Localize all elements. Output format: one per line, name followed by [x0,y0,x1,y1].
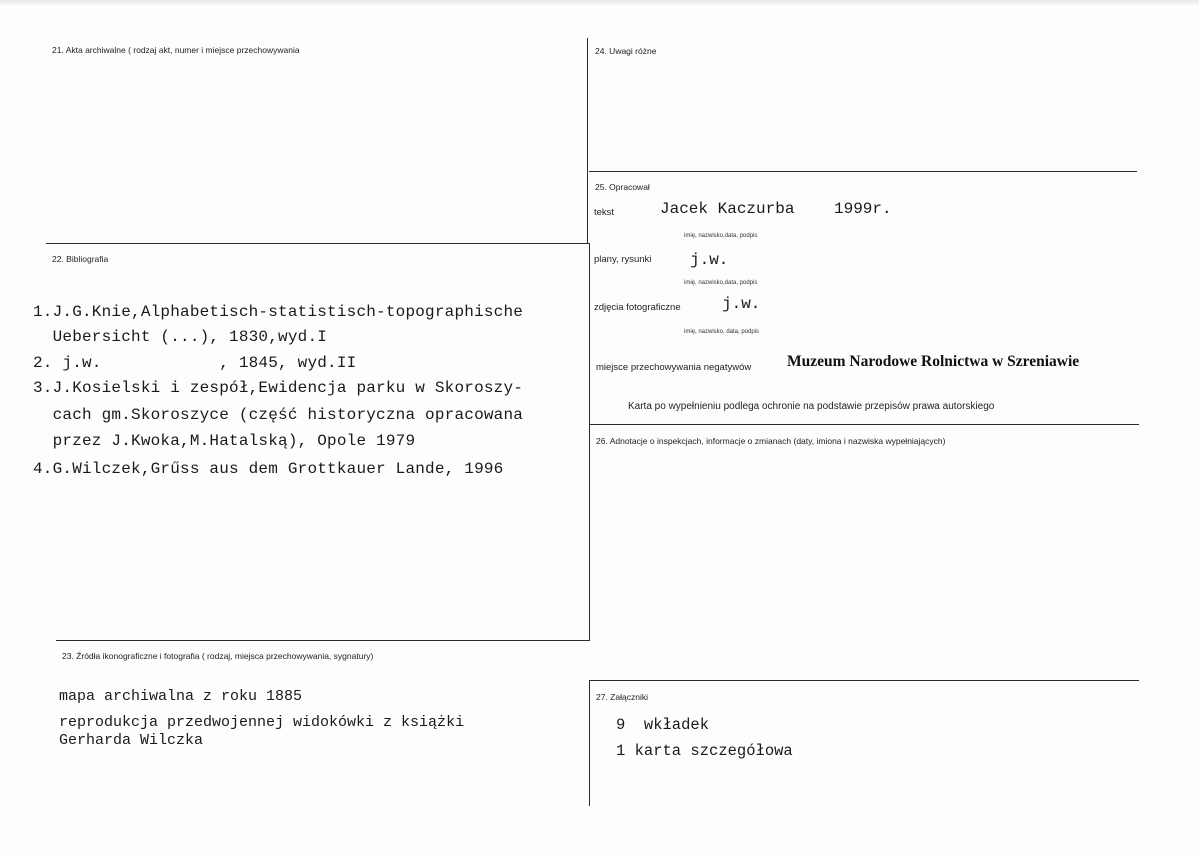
caption-1: imię, nazwisko,data, podpis [684,233,758,239]
section-23-header: 23. Źródła ikonograficzne i fotografia ( rodzaj, miejsca przechowywania, sygnatury) [62,651,374,661]
section-26-header: 26. Adnotacje o inspekcjach, informacje o zmianach (daty, imiona i nazwiska wypełniających) [596,436,946,446]
section-22-header: 22. Bibliografia [52,254,109,264]
section-25-header: 25. Opracował [595,182,650,192]
caption-2: imię, nazwisko,data, podpis [684,280,758,286]
iconography-line-1: mapa archiwalna z roku 1885 [59,688,303,705]
vertical-divider-bottom [589,680,590,806]
divider-26 [589,424,1139,425]
bibliography-line-6: przez J.Kwoka,M.Hatalską), Opole 1979 [33,432,416,450]
tekst-year: 1999r. [834,200,892,218]
vertical-divider-mid [589,243,590,641]
iconography-line-2: reprodukcja przedwojennej widokówki z książki [59,714,465,731]
divider-25 [589,171,1137,172]
bibliography-line-1: 1.J.G.Knie,Alphabetisch-statistisch-topographische [33,303,524,321]
section-21-header: 21. Akta archiwalne ( rodzaj akt, numer i miejsce przechowywania [52,45,300,55]
copyright-note: Karta po wypełnieniu podlega ochronie na podstawie przepisów prawa autorskiego [628,401,995,412]
bibliography-line-4: 3.J.Kosielski i zespół,Ewidencja parku w Skoroszy- [33,379,524,397]
scan-top-edge [0,0,1199,6]
divider-22 [46,243,589,244]
tekst-author: Jacek Kaczurba [660,200,795,218]
bibliography-line-2: Uebersicht (...), 1830,wyd.I [33,328,328,346]
miejsce-value: Muzeum Narodowe Rolnictwa w Szreniawie [787,353,1080,370]
bibliography-line-7: 4.G.Wilczek,Grűss aus dem Grottkauer Lande, 1996 [33,460,504,478]
divider-23 [56,640,589,641]
bibliography-line-3: 2. j.w. , 1845, wyd.II [33,354,357,372]
zdjecia-label: zdjęcia fotograficzne [594,302,681,313]
section-27-header: 27. Załączniki [596,692,648,702]
section-24-header: 24. Uwagi różne [595,46,657,56]
divider-27 [589,680,1139,681]
plany-label: plany, rysunki [594,254,652,265]
miejsce-label: miejsce przechowywania negatywów [596,362,752,373]
attachment-line-2: 1 karta szczegółowa [616,742,793,760]
plany-value: j.w. [690,251,729,269]
iconography-line-3: Gerharda Wilczka [59,732,204,749]
attachment-line-1: 9 wkładek [616,716,710,734]
caption-3: imię, nazwisko, data, podpis [684,329,760,335]
tekst-label: tekst [594,207,615,218]
vertical-divider-top [587,38,588,243]
bibliography-line-5: cach gm.Skoroszyce (część historyczna opracowana [33,406,524,424]
zdjecia-value: j.w. [722,295,761,313]
